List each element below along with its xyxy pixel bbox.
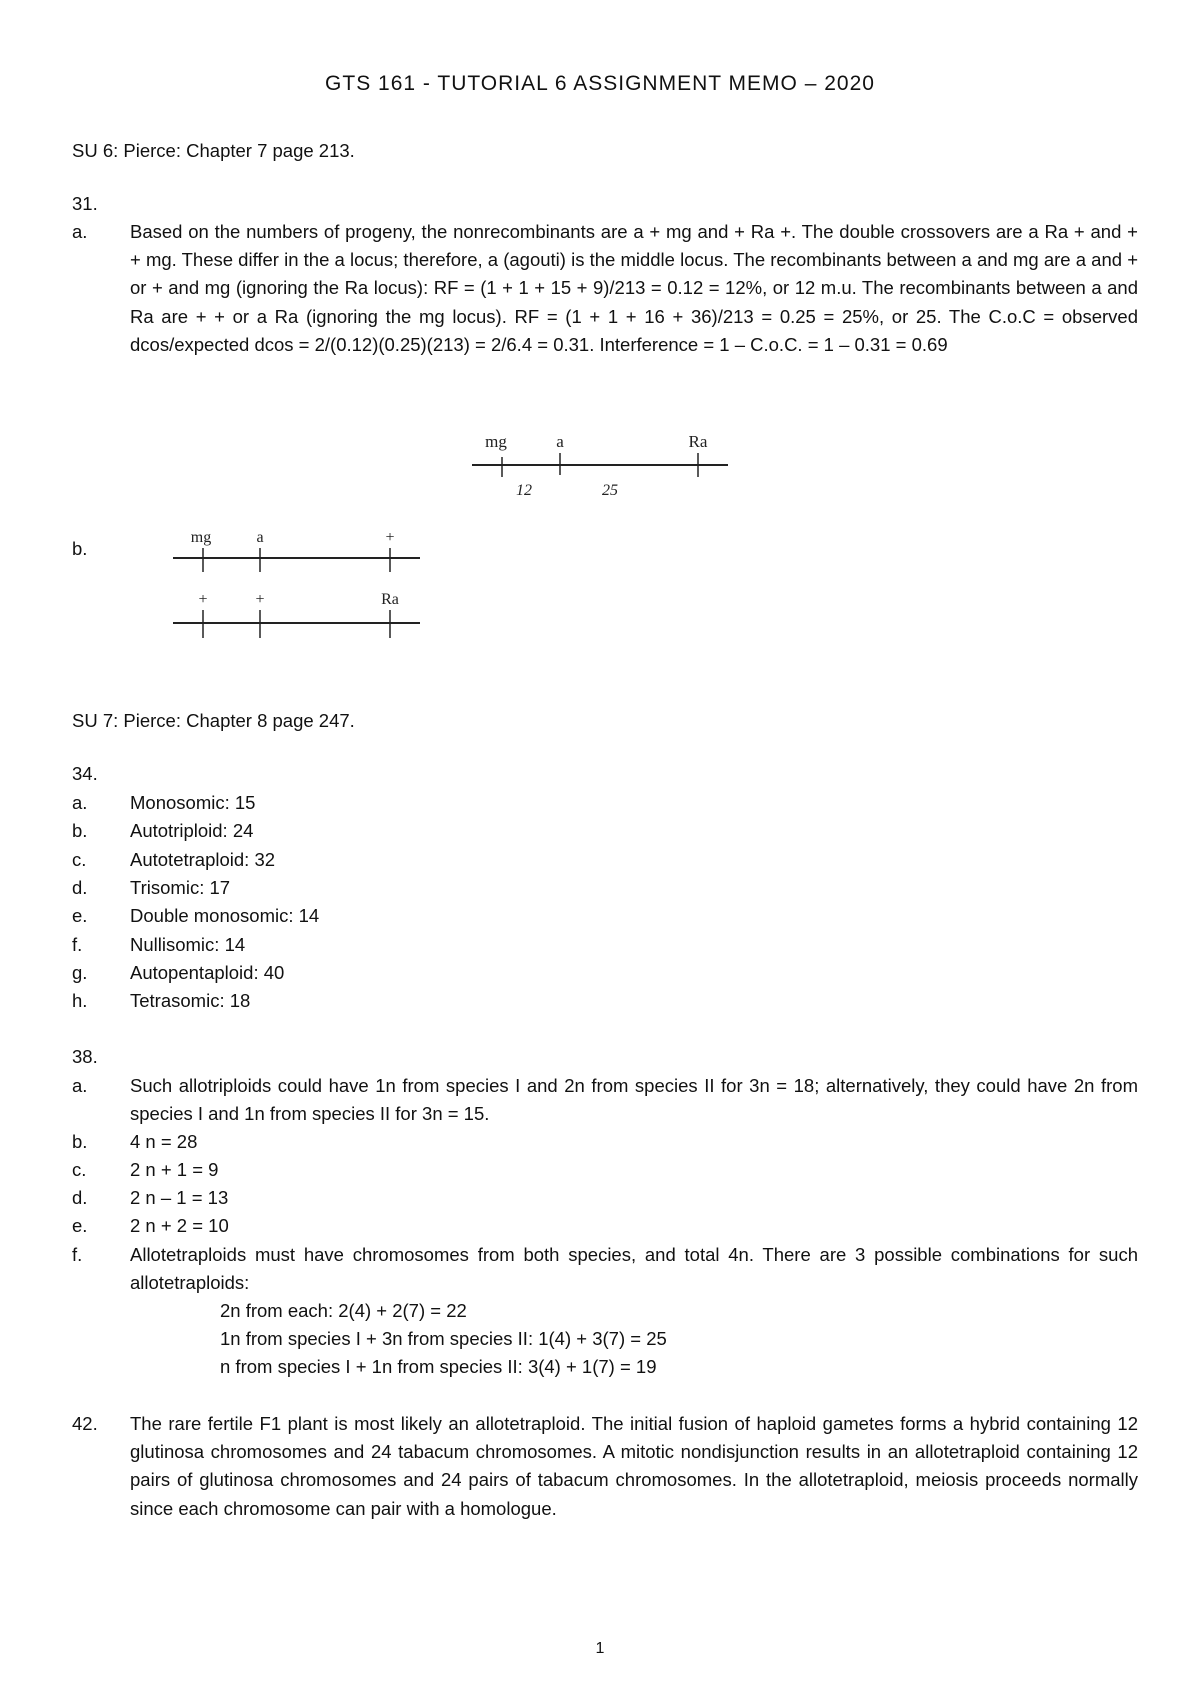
q42-text: The rare fertile F1 plant is most likely an allotetraploid. The initial fusion of haploid gametes forms a hybrid containing 12 glutinosa chromosomes and 24 tabacum chromosomes. A mitotic nondisjunction results in an allotetraploid containing 12 pairs of glutinosa chromosomes and 24 pairs of tabacum chromosomes. In the allotetraploid, meiosis proceeds normally since each chromosome can pair with a homologue. (130, 1413, 1138, 1519)
q34-item-label: a. (72, 792, 88, 813)
q38f-combo: 1n from species I + 3n from species II: 1(4) + 3(7) = 25 (220, 1328, 667, 1349)
q34-item-text: Monosomic: 15 (130, 792, 256, 813)
q38e-text: 2 n + 2 = 10 (130, 1215, 229, 1236)
q34-item-text: Nullisomic: 14 (130, 934, 246, 955)
map-distance-12: 12 (516, 482, 532, 499)
chrom2-locus-1: + (198, 591, 208, 608)
q34-item-label: g. (72, 962, 88, 983)
chrom1-locus-3: + (385, 529, 395, 546)
q38b-text: 4 n = 28 (130, 1131, 198, 1152)
q38d-label: d. (72, 1187, 88, 1208)
q38a-label: a. (72, 1075, 88, 1096)
q31-number: 31. (72, 193, 98, 214)
q34-item-label: f. (72, 934, 83, 955)
chrom2-locus-3: Ra (381, 591, 399, 608)
q31a-label: a. (72, 221, 88, 242)
q38d-text: 2 n – 1 = 13 (130, 1187, 229, 1208)
q34-item-label: c. (72, 849, 87, 870)
q38a-text: Such allotriploids could have 1n from species I and 2n from species II for 3n = 18; alternatively, they could have 2n from species I and 1n from species II for 3n = 15. (130, 1075, 1138, 1125)
q31b-chromosome-diagram (165, 522, 435, 642)
page-number: 1 (595, 1640, 605, 1657)
q38c-text: 2 n + 1 = 9 (130, 1159, 219, 1180)
q38f-combo: 2n from each: 2(4) + 2(7) = 22 (220, 1300, 467, 1321)
su7-heading: SU 7: Pierce: Chapter 8 page 247. (72, 710, 355, 731)
chrom1-locus-2: a (256, 529, 264, 546)
q38f-combo: n from species I + 1n from species II: 3(4) + 1(7) = 19 (220, 1356, 657, 1377)
q38b-label: b. (72, 1131, 88, 1152)
page-title: GTS 161 - TUTORIAL 6 ASSIGNMENT MEMO – 2020 (325, 72, 875, 95)
map-locus-ra: Ra (688, 432, 708, 451)
q34-item-text: Double monosomic: 14 (130, 905, 320, 926)
q34-item-text: Autotetraploid: 32 (130, 849, 276, 870)
q38f-text: Allotetraploids must have chromosomes from both species, and total 4n. There are 3 possible combinations for such allotetraploids: (130, 1244, 1138, 1294)
q34-item-text: Trisomic: 17 (130, 877, 231, 898)
q34-item-label: b. (72, 820, 88, 841)
q38-number: 38. (72, 1046, 98, 1067)
map-distance-25: 25 (602, 482, 618, 499)
q38e-label: e. (72, 1215, 88, 1236)
q42-number: 42. (72, 1413, 98, 1434)
map-locus-a: a (556, 432, 564, 451)
q34-item-text: Tetrasomic: 18 (130, 990, 251, 1011)
su6-heading: SU 6: Pierce: Chapter 7 page 213. (72, 140, 355, 161)
q31b-label: b. (72, 538, 88, 559)
q34-item-text: Autotriploid: 24 (130, 820, 254, 841)
map-locus-mg: mg (485, 432, 507, 451)
q34-number: 34. (72, 763, 98, 784)
q34-item-label: e. (72, 905, 88, 926)
q34-item-label: d. (72, 877, 88, 898)
q31-genetic-map (460, 425, 740, 505)
q38c-label: c. (72, 1159, 87, 1180)
q34-item-text: Autopentaploid: 40 (130, 962, 285, 983)
q38f-label: f. (72, 1244, 83, 1265)
chrom2-locus-2: + (255, 591, 265, 608)
q34-item-label: h. (72, 990, 88, 1011)
q31a-text: Based on the numbers of progeny, the nonrecombinants are a + mg and + Ra +. The double crossovers are a Ra + and + + mg. These differ in the a locus; therefore, a (agouti) is the middle locus. The recombinants between a and mg are a and + or + and mg (ignoring the Ra locus): RF = (1 + 1 + 15 + 9)/213 = 0.12 = 12%, or 12 m.u. The recombinants between a and Ra are + + or a Ra (ignoring the mg locus). RF = (1 + 1 + 16 + 36)/213 = 0.25 = 25%, or 25. The C.o.C = observed dcos/expected dcos = 2/(0.12)(0.25)(213) = 2/6.4 = 0.31. Interference = 1 – C.o.C. = 1 – 0.31 = 0.69 (130, 221, 1138, 355)
chrom1-locus-1: mg (190, 529, 212, 546)
